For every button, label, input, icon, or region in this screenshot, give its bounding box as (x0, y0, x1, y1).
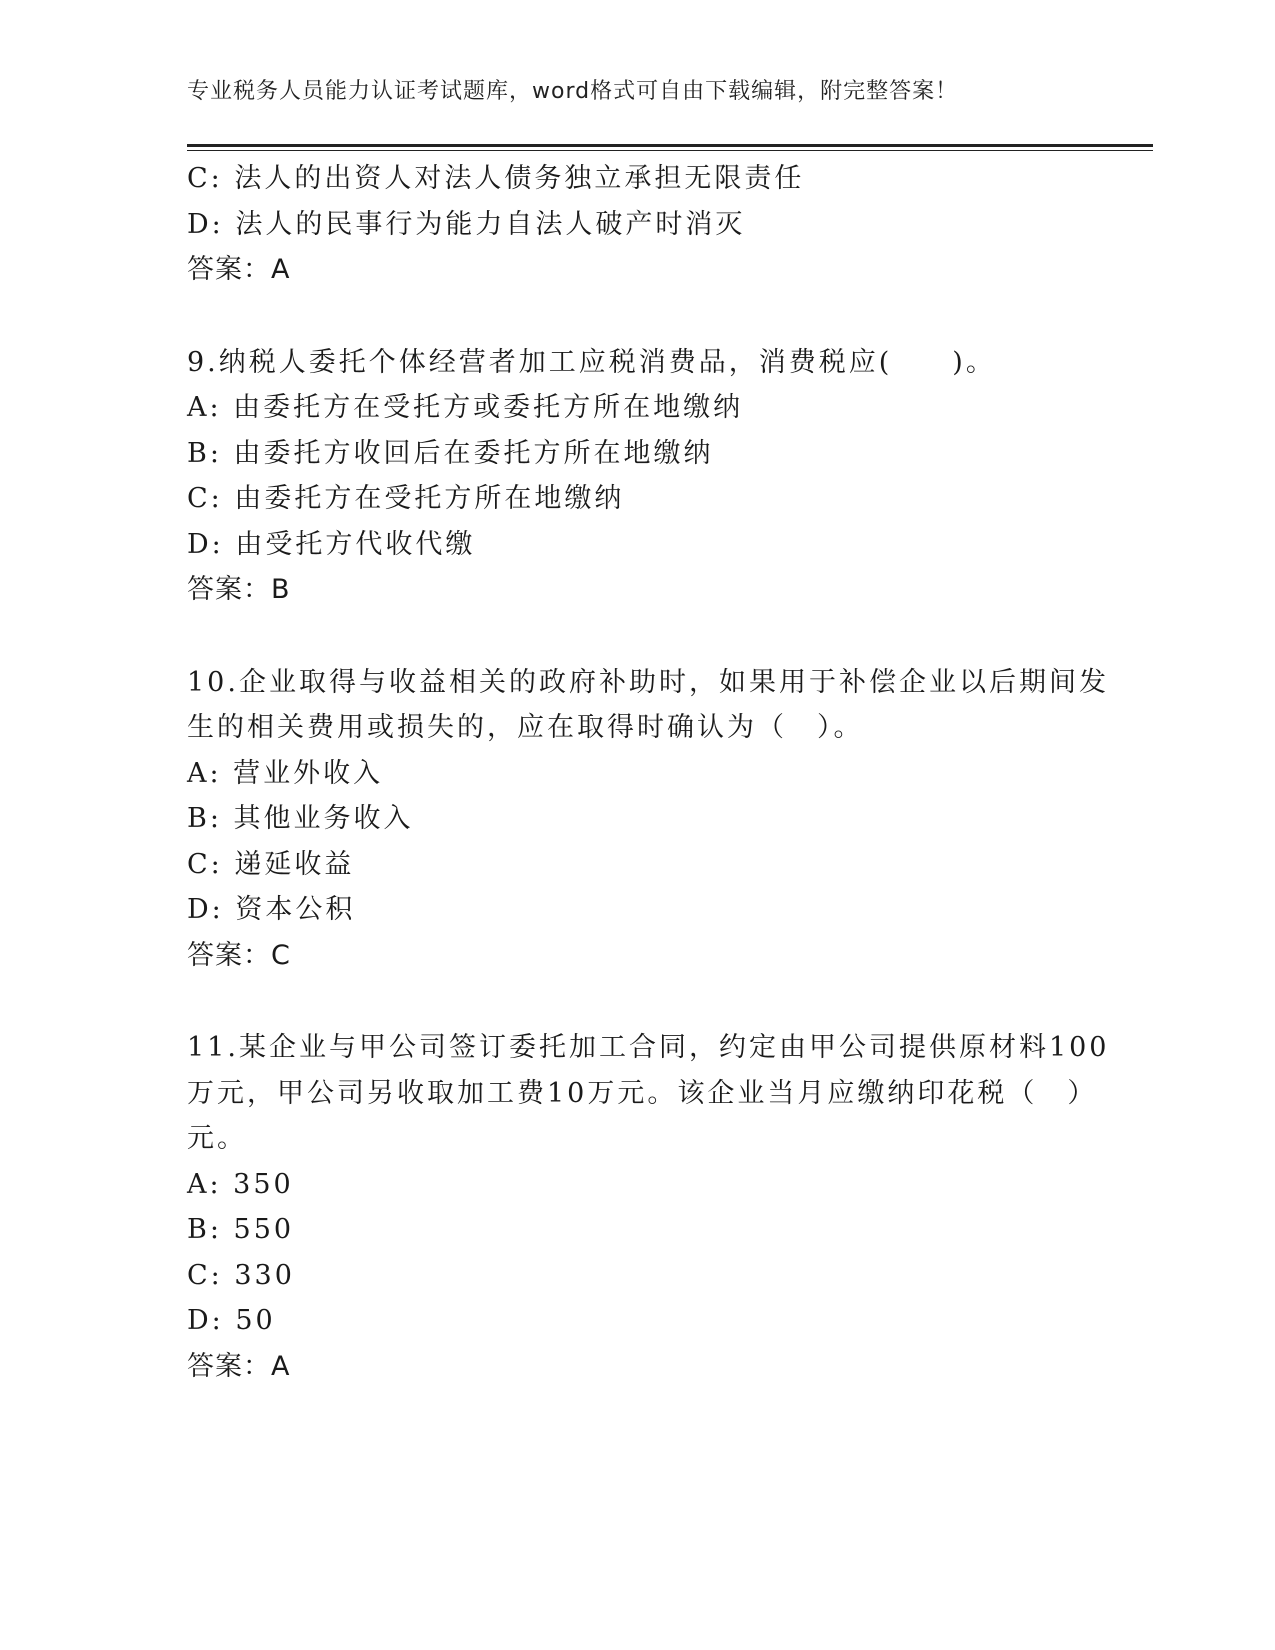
option-d-line: D: 法人的民事行为能力自法人破产时消灭 (187, 208, 746, 240)
question-11-stem: 11.某企业与甲公司签订委托加工合同，约定由甲公司提供原材料100 (187, 1032, 1110, 1063)
header-rule-thick (187, 144, 1153, 147)
option-c-line: C: 由委托方在受托方所在地缴纳 (187, 483, 625, 514)
option-a-line: A: 营业外收入 (187, 757, 384, 789)
blank-spacer (187, 613, 1087, 660)
page-header: 专业税务人员能力认证考试题库，word格式可自由下载编辑，附完整答案！ (187, 79, 959, 104)
question-content (187, 156, 1110, 1389)
option-b-line: B: 其他业务收入 (187, 803, 414, 834)
answer-line: 答案：A (187, 1350, 291, 1382)
question-11-stem-cont: 万元，甲公司另收取加工费10万元。该企业当月应缴纳印花税（ ） (187, 1077, 1098, 1109)
option-c-line: C: 法人的出资人对法人债务独立承担无限责任 (187, 163, 805, 194)
answer-line: 答案：A (187, 254, 291, 285)
option-d-line: D: 资本公积 (187, 894, 356, 925)
option-b-line: B: 由委托方收回后在委托方所在地缴纳 (187, 437, 714, 469)
option-c-line: C: 递延收益 (187, 848, 355, 880)
blank-spacer (187, 293, 1087, 340)
option-d-line: D: 由受托方代收代缴 (187, 528, 476, 560)
question-10-stem-cont: 生的相关费用或损失的，应在取得时确认为（ ）。 (187, 712, 864, 743)
option-b-line: B: 550 (187, 1214, 295, 1245)
option-d-line: D: 50 (187, 1305, 276, 1336)
option-c-line: C: 330 (187, 1259, 295, 1291)
answer-line: 答案：C (187, 939, 291, 971)
question-11-stem-end: 元。 (187, 1123, 247, 1154)
option-a-line: A: 350 (187, 1168, 294, 1200)
question-10-stem: 10.企业取得与收益相关的政府补助时，如果用于补偿企业以后期间发 (187, 666, 1109, 698)
answer-line: 答案：B (187, 574, 291, 605)
question-9-stem: 9.纳税人委托个体经营者加工应税消费品，消费税应( )。 (187, 346, 996, 378)
header-rule-thin (187, 150, 1153, 151)
blank-spacer (187, 978, 1087, 1025)
option-a-line: A: 由委托方在受托方或委托方所在地缴纳 (187, 392, 744, 423)
